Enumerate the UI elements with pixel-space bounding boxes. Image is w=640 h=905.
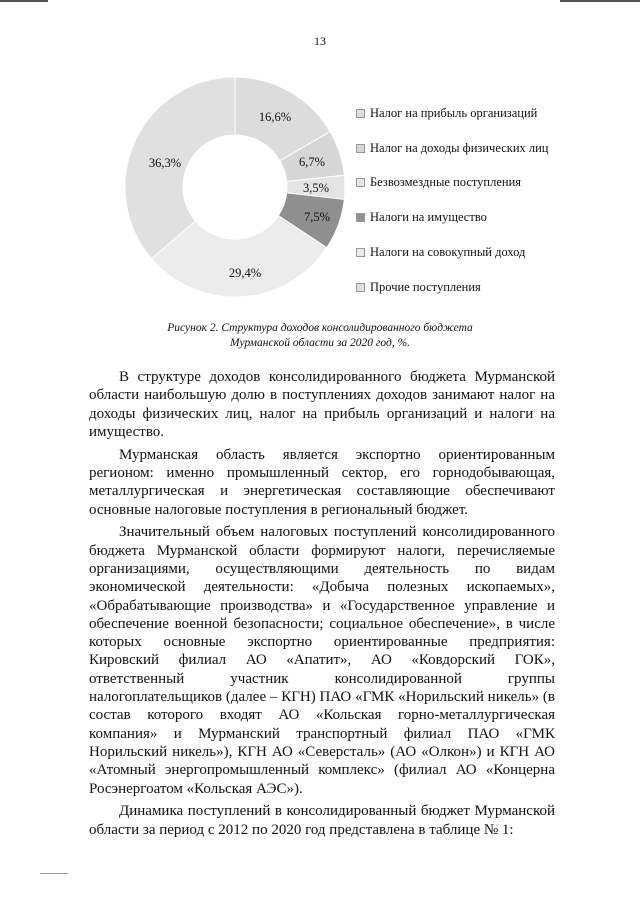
legend-label: Налог на доходы физических лиц: [370, 140, 549, 155]
legend-item: [356, 131, 626, 166]
donut-slice-label: 16,6%: [258, 110, 292, 124]
legend-swatch: [356, 144, 365, 153]
legend-item: [356, 200, 626, 235]
legend-swatch: [356, 283, 365, 292]
paragraph: Значительный объем налоговых поступлений консолидированного бюджета Мурманской области формируют налоги, перечисляемые организациями, осуществляющими деятельность по видам экономической деятельности: «Добыча полезных ископаемых», «Обрабатывающие производства» и «Государственное управление и обеспечение военной безопасности; социальное обеспечение», в числе которых основные экспортно ориентированные предприятия: Кировский филиал АО «Апатит», АО «Ковдорский ГОК», ответственный участник консолидированной группы налогоплательщиков (далее – КГН) ПАО «ГМК «Норильский никель» (в состав которого входят АО «Кольская горно-металлургическая компания» и Мурманский транспортный филиал ПАО «ГМК Норильский никель»), КГН АО «Северсталь» (АО «Олкон») и КГН АО «Атомный энергопромышленный комплекс» (филиал АО «Концерна Росэнергоатом «Кольская АЭС»).: [89, 524, 555, 797]
legend-swatch: [356, 248, 365, 257]
paragraph: Динамика поступлений в консолидированный бюджет Мурманской области за период с 2012 по 2020 год представлена в таблице № 1:: [89, 803, 555, 838]
donut-slice-label: 6,7%: [298, 155, 326, 169]
top-rule-right: [560, 0, 640, 2]
top-rule-left: [0, 0, 48, 2]
donut-slice-label: 3,5%: [302, 181, 330, 195]
donut-slice-label: 36,3%: [148, 156, 182, 170]
caption-line: Рисунок 2. Структура доходов консолидированного бюджета: [167, 322, 473, 334]
donut-slice-label: 7,5%: [303, 210, 331, 224]
chart-legend: [356, 96, 626, 305]
legend-label: Безвозмездные поступления: [370, 175, 522, 190]
page-number: 13: [314, 34, 326, 48]
figure-caption: [0, 321, 640, 351]
donut-chart: [110, 72, 360, 307]
legend-item: [356, 96, 626, 131]
legend-label: Налоги на имущество: [370, 210, 487, 225]
paragraph: В структуре доходов консолидированного бюджета Мурманской области наибольшую долю в поступлениях доходов занимают налог на доходы физических лиц, налог на прибыль организаций и налоги на имущество.: [89, 369, 555, 440]
legend-item: [356, 166, 626, 201]
caption-line: Мурманской области за 2020 год, %.: [229, 337, 411, 349]
footer-rule: [40, 873, 68, 874]
donut-slice-label: 29,4%: [228, 266, 262, 280]
paragraph: Мурманская область является экспортно ориентированным регионом: именно промышленный сектор, его горнодобывающая, металлургическая и энергетическая составляющие обеспечивают основные налоговые поступления в региональный бюджет.: [89, 446, 555, 518]
legend-label: Налоги на совокупный доход: [370, 245, 526, 260]
legend-label: Прочие поступления: [370, 279, 481, 294]
legend-item: [356, 270, 626, 305]
legend-swatch: [356, 178, 365, 187]
legend-swatch: [356, 213, 365, 222]
legend-swatch: [356, 109, 365, 118]
body-text: [89, 368, 555, 843]
legend-item: [356, 235, 626, 270]
legend-label: Налог на прибыль организаций: [370, 105, 538, 120]
